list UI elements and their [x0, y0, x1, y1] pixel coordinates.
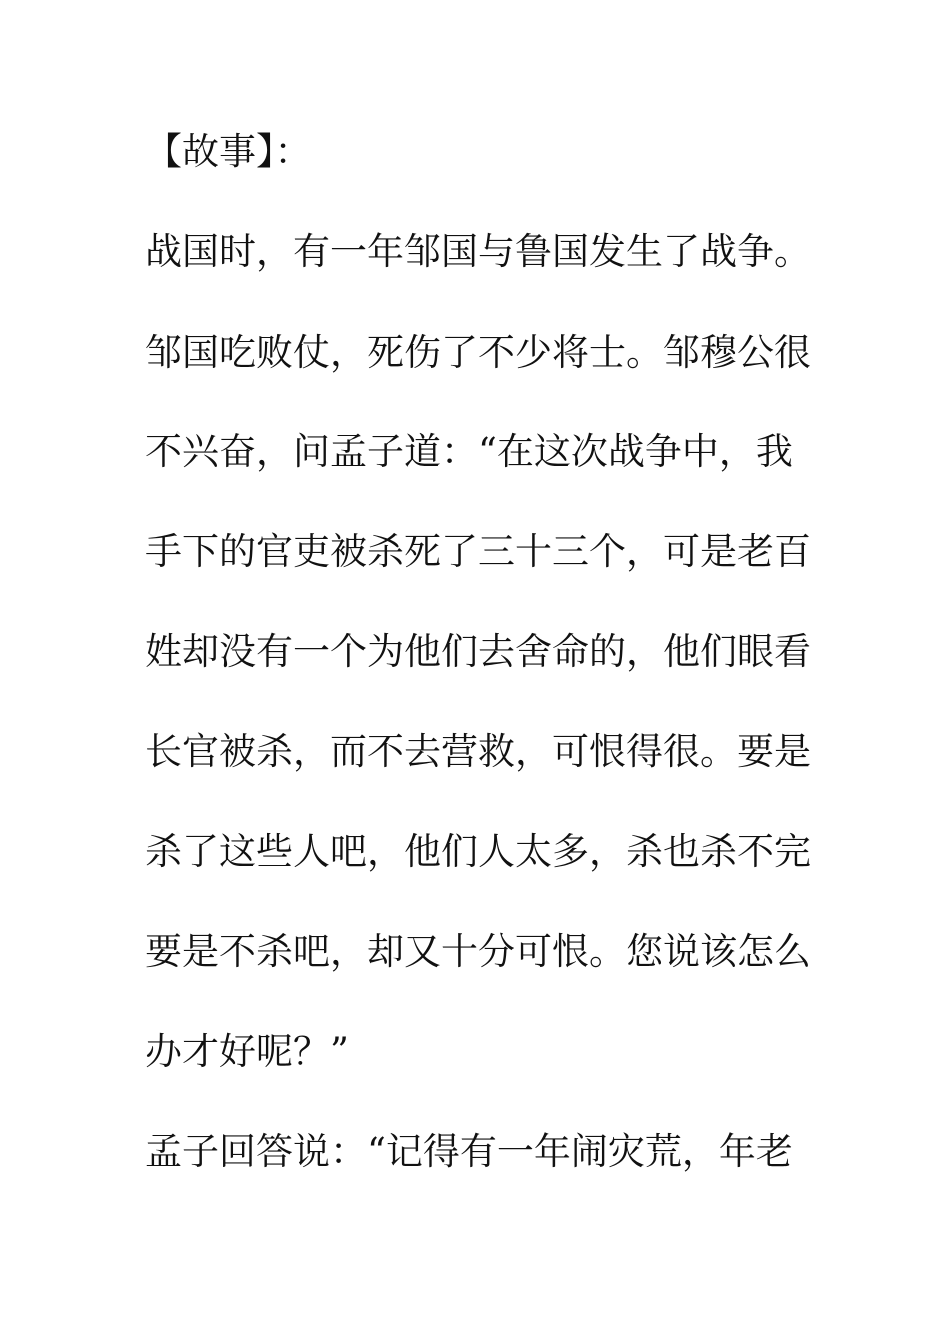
text-line: 不兴奋，问孟子道：“在这次战争中，我 — [145, 430, 793, 473]
section-heading: 【故事】： — [145, 130, 312, 173]
text-line: 孟子回答说：“记得有一年闹灾荒，年老 — [145, 1130, 793, 1173]
text-line: 要是不杀吧，却又十分可恨。您说该怎么 — [145, 930, 811, 973]
text-line: 杀了这些人吧，他们人太多，杀也杀不完 — [145, 830, 811, 873]
text-line: 长官被杀，而不去营救，可恨得很。要是 — [145, 730, 811, 773]
text-line: 手下的官吏被杀死了三十三个，可是老百 — [145, 530, 811, 573]
text-line: 战国时，有一年邹国与鲁国发生了战争。 — [145, 230, 811, 273]
text-line: 邹国吃败仗，死伤了不少将士。邹穆公很 — [145, 331, 811, 374]
text-line: 姓却没有一个为他们去舍命的，他们眼看 — [145, 630, 811, 673]
text-line: 办才好呢？” — [145, 1030, 349, 1073]
